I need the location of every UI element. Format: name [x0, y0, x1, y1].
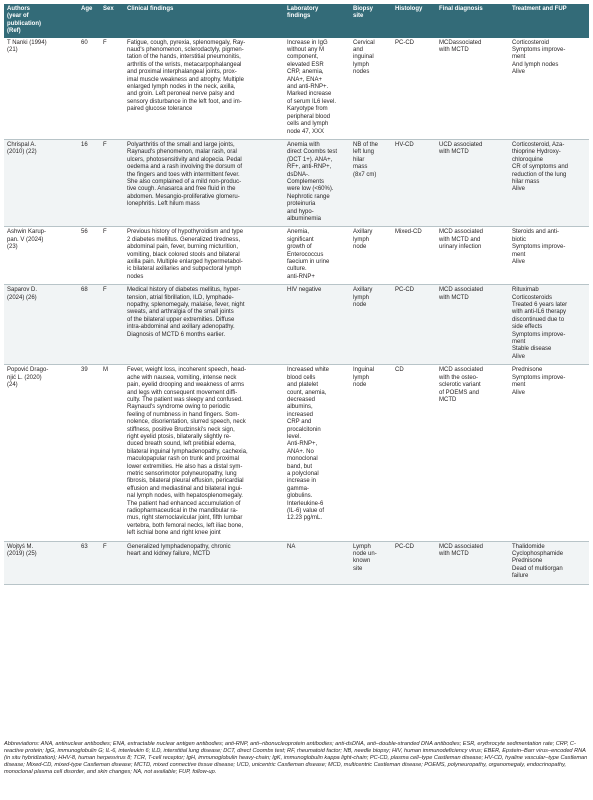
cell-laboratory-findings: Anemia with direct Coombs test (DCT 1+). ANA+, RF+, anti-RNP+, dsDNA-. Complements were low (<60%). Nephrotic range proteinuria and hypo- albuminemia — [284, 139, 350, 226]
cell-authors: Saparov D. (2024) (26) — [4, 285, 78, 365]
cell-treatment-fup: Corticosteroid, Aza- thioprine Hydroxy- chloroquine CR of symptoms and reduction of the lung hilar mass Alive — [509, 139, 589, 226]
cell-clinical-findings: Fatigue, cough, pyrexia, splenomegaly, Ray- naud's phenomenon, sclerodactyly, pigmen- tation of the hands, interstitial pneumonitis, arthritis of the wrists, metacarpophalangeal and proximal interphalangeal joints, prox- imal muscle weakness and atrophy. Multiple enlarged lymph nodes in the neck, axilla, and groin. Left peroneal nerve palsy and sensory disturbance in the left foot, and im- paired glucose tolerance — [124, 38, 284, 140]
cell-sex: F — [100, 285, 124, 365]
cell-sex: F — [100, 38, 124, 140]
cell-age: 16 — [78, 139, 100, 226]
cell-final-diagnosis: MCD associated with the osteo- sclerotic variant of POEMS and MCTD — [436, 365, 509, 541]
cell-laboratory-findings: Increase in IgG without any M component, elevated ESR CRP, anemia, ANA+, ENA+ and anti-RNP+. Marked increase of serum IL6 level. Karyotype from peripheral blood cells and lymph node 47, XXX — [284, 38, 350, 140]
cell-histology: PC-CD — [392, 541, 436, 584]
cell-treatment-fup: Thalidomide Cyclophosphamide Prednisone Dead of multiorgan failure — [509, 541, 589, 584]
abbreviations-footnote: Abbreviations: ANA, antinuclear antibodies; ENA, extractable nuclear antigen antibodies; anti-RNP, anti–ribonucleoprotein antibodies; anti-dsDNA, anti–double-stranded DNA antibodies; ESR, erythrocyte sedimentation rate; CRP, C-reactive protein; IgG, immunoglobulin G; IL-6, interleukin 6; ILD, interstitial lung disease; DCT, direct Coombs test; RF, rheumatoid factor; NB, needle biopsy; HIV, human immunodeficiency virus; EBER, Epstein–Barr virus–encoded RNA (in situ hybridization); HHV-8, human herpesvirus 8; TCR, T-cell receptor; IgH, immunoglobulin heavy-chain; IgK, immunoglobulin kappa light-chain; PC-CD, plasma cell–type Castleman disease; HV-CD, hyaline vascular–type Castleman disease; Mixed-CD, mixed-type Castleman disease; MCTD, mixed connective tissue disease; UCD, unicentric Castleman disease; MCD, multicentric Castleman disease; POEMS, polyneuropathy, organomegaly, endocrinopathy, monoclonal plasma cell disorder, and skin changes; NA, not available; FUP, follow-up. — [4, 741, 588, 775]
cell-sex: F — [100, 227, 124, 285]
header-sex: Sex — [100, 4, 124, 38]
case-table-container — [4, 4, 589, 585]
cell-biopsy-site: Lymph node un- known site — [350, 541, 392, 584]
cell-biopsy-site: NB of the left lung hilar mass (8x7 cm) — [350, 139, 392, 226]
cell-clinical-findings: Generalized lymphadenopathy, chronic heart and kidney failure, MCTD — [124, 541, 284, 584]
header-final-diagnosis: Final diagnosis — [436, 4, 509, 38]
cell-authors: T Nanki (1994) (21) — [4, 38, 78, 140]
cell-clinical-findings: Medical history of diabetes mellitus, hyper- tension, atrial fibrillation, ILD, lymphade- nopathy, splenomegaly, malaise, fever, night sweats, and arthralgia of the small joints of the bilateral upper extremities. Diffuse intra-abdominal and axillary adenopathy. Diagnosis of MCTD 6 months earlier. — [124, 285, 284, 365]
table-header — [4, 4, 589, 38]
cell-clinical-findings: Previous history of hypothyroidism and type 2 diabetes mellitus. Generalized tiredness, abdominal pain, fever, burning micturition, vomiting, black colored stools and bilateral axilla pain. Multiple enlarged hypermetabol- ic bilateral axillaries and subpectoral lymph nodes — [124, 227, 284, 285]
cell-biopsy-site: Inguinal lymph node — [350, 365, 392, 541]
cell-treatment-fup: Corticosteroid Symptoms improve- ment And lymph nodes Alive — [509, 38, 589, 140]
cell-final-diagnosis: UCD associated with MCTD — [436, 139, 509, 226]
header-histology: Histology — [392, 4, 436, 38]
cell-age: 39 — [78, 365, 100, 541]
cell-biopsy-site: Axillary lymph node — [350, 227, 392, 285]
cell-treatment-fup: Rituximab Corticosteroids Treated 6 years later with anti-IL6 therapy discontinued due to side effects Symptoms improve- ment Stable disease Alive — [509, 285, 589, 365]
table-body — [4, 38, 589, 585]
header-row — [4, 4, 589, 38]
cell-final-diagnosis: MCD associated with MCTD — [436, 541, 509, 584]
cell-age: 60 — [78, 38, 100, 140]
cell-final-diagnosis: MCDassociated with MCTD — [436, 38, 509, 140]
header-treatment-fup: Treatment and FUP — [509, 4, 589, 38]
cell-age: 56 — [78, 227, 100, 285]
cell-sex: F — [100, 541, 124, 584]
header-laboratory-findings: Laboratory findings — [284, 4, 350, 38]
table-row — [4, 139, 589, 226]
cell-final-diagnosis: MCD associated with MCTD and urinary infection — [436, 227, 509, 285]
cell-laboratory-findings: NA — [284, 541, 350, 584]
cell-clinical-findings: Fever, weight loss, incoherent speech, head- ache with nausea, vomiting, intense neck pain, eyelid drooping and weakness of arms and legs with consequent movement diffi- culty. The patient was sleepy and confused. Raynaud's syndrome owing to periodic feeling of numbness in hand fingers. Som- nolence, disorientation, slurred speech, neck stiffness, positive Brudzinski's neck sign, right eyelid ptosis, bilaterally slightly re- duced breath sound, left pretibial edema, bilateral inguinal lymphadenopathy, cachexia, maculopapular rash on trunk and proximal lower extremities. He also has a distal sym- metric sensorimotor polyneuropathy, lung fibrosis, bilateral pleural effusion, pericardial effusion and mediastinal and bilateral ingui- nal lymph nodes, with hepatosplenomegaly. The patient had enhanced accumulation of radiopharmaceutical in the mandibular ra- mus, right sternoclavicular joint, fifth lumbar vertebra, both femoral necks, left iliac bone, left ischial bone and right knee joint — [124, 365, 284, 541]
table-row — [4, 38, 589, 140]
table-row — [4, 541, 589, 584]
cell-histology: Mixed-CD — [392, 227, 436, 285]
cell-laboratory-findings: HIV negative — [284, 285, 350, 365]
cell-treatment-fup: Steroids and anti- biotic Symptoms improve- ment Alive — [509, 227, 589, 285]
header-clinical-findings: Clinical findings — [124, 4, 284, 38]
cell-histology: HV-CD — [392, 139, 436, 226]
cell-histology: PC-CD — [392, 38, 436, 140]
cell-authors: Chrispal A. (2010) (22) — [4, 139, 78, 226]
header-authors: Authors (year of publication) (Ref) — [4, 4, 78, 38]
cell-age: 63 — [78, 541, 100, 584]
cell-authors: Ashwin Karup- pan. V (2024) (23) — [4, 227, 78, 285]
cell-sex: F — [100, 139, 124, 226]
cell-clinical-findings: Polyarthritis of the small and large joints, Raynaud's phenomenon, malar rash, oral ulcers, photosensitivity and alopecia. Pedal oedema and a rash involving the dorsum of the fingers and toes with intermittent fever. She also complained of a mild non-produc- tive cough. Anasarca and free fluid in the abdomen. Mesangio-proliferative glomeru- lonephritis. Left hilum mass — [124, 139, 284, 226]
cell-histology: CD — [392, 365, 436, 541]
header-age: Age — [78, 4, 100, 38]
cell-final-diagnosis: MCD associated with MCTD — [436, 285, 509, 365]
header-biopsy-site: Biopsy site — [350, 4, 392, 38]
cell-laboratory-findings: Anemia, significant growth of Enterococcus faecium in urine culture. anti-RNP+ — [284, 227, 350, 285]
cell-authors: Wojtyś M. (2019) (25) — [4, 541, 78, 584]
case-reports-table — [4, 4, 589, 585]
cell-biopsy-site: Axillary lymph node — [350, 285, 392, 365]
table-row — [4, 227, 589, 285]
cell-age: 68 — [78, 285, 100, 365]
table-row — [4, 365, 589, 541]
cell-laboratory-findings: Increased white blood cells and platelet count, anemia, decreased albumins, increased CRP and procalcitonin level. Anti-RNP+, ANA+. No monoclonal band, but a polyclonal increase in gamma- globulins. Interleukine-6 (IL-6) value of 12.23 pg/mL. — [284, 365, 350, 541]
cell-sex: M — [100, 365, 124, 541]
cell-biopsy-site: Cervical and inguinal lymph nodes — [350, 38, 392, 140]
cell-treatment-fup: Prednisone Symptoms improve- ment Alive — [509, 365, 589, 541]
table-row — [4, 285, 589, 365]
cell-histology: PC-CD — [392, 285, 436, 365]
cell-authors: Popović Drago- njić L. (2020) (24) — [4, 365, 78, 541]
